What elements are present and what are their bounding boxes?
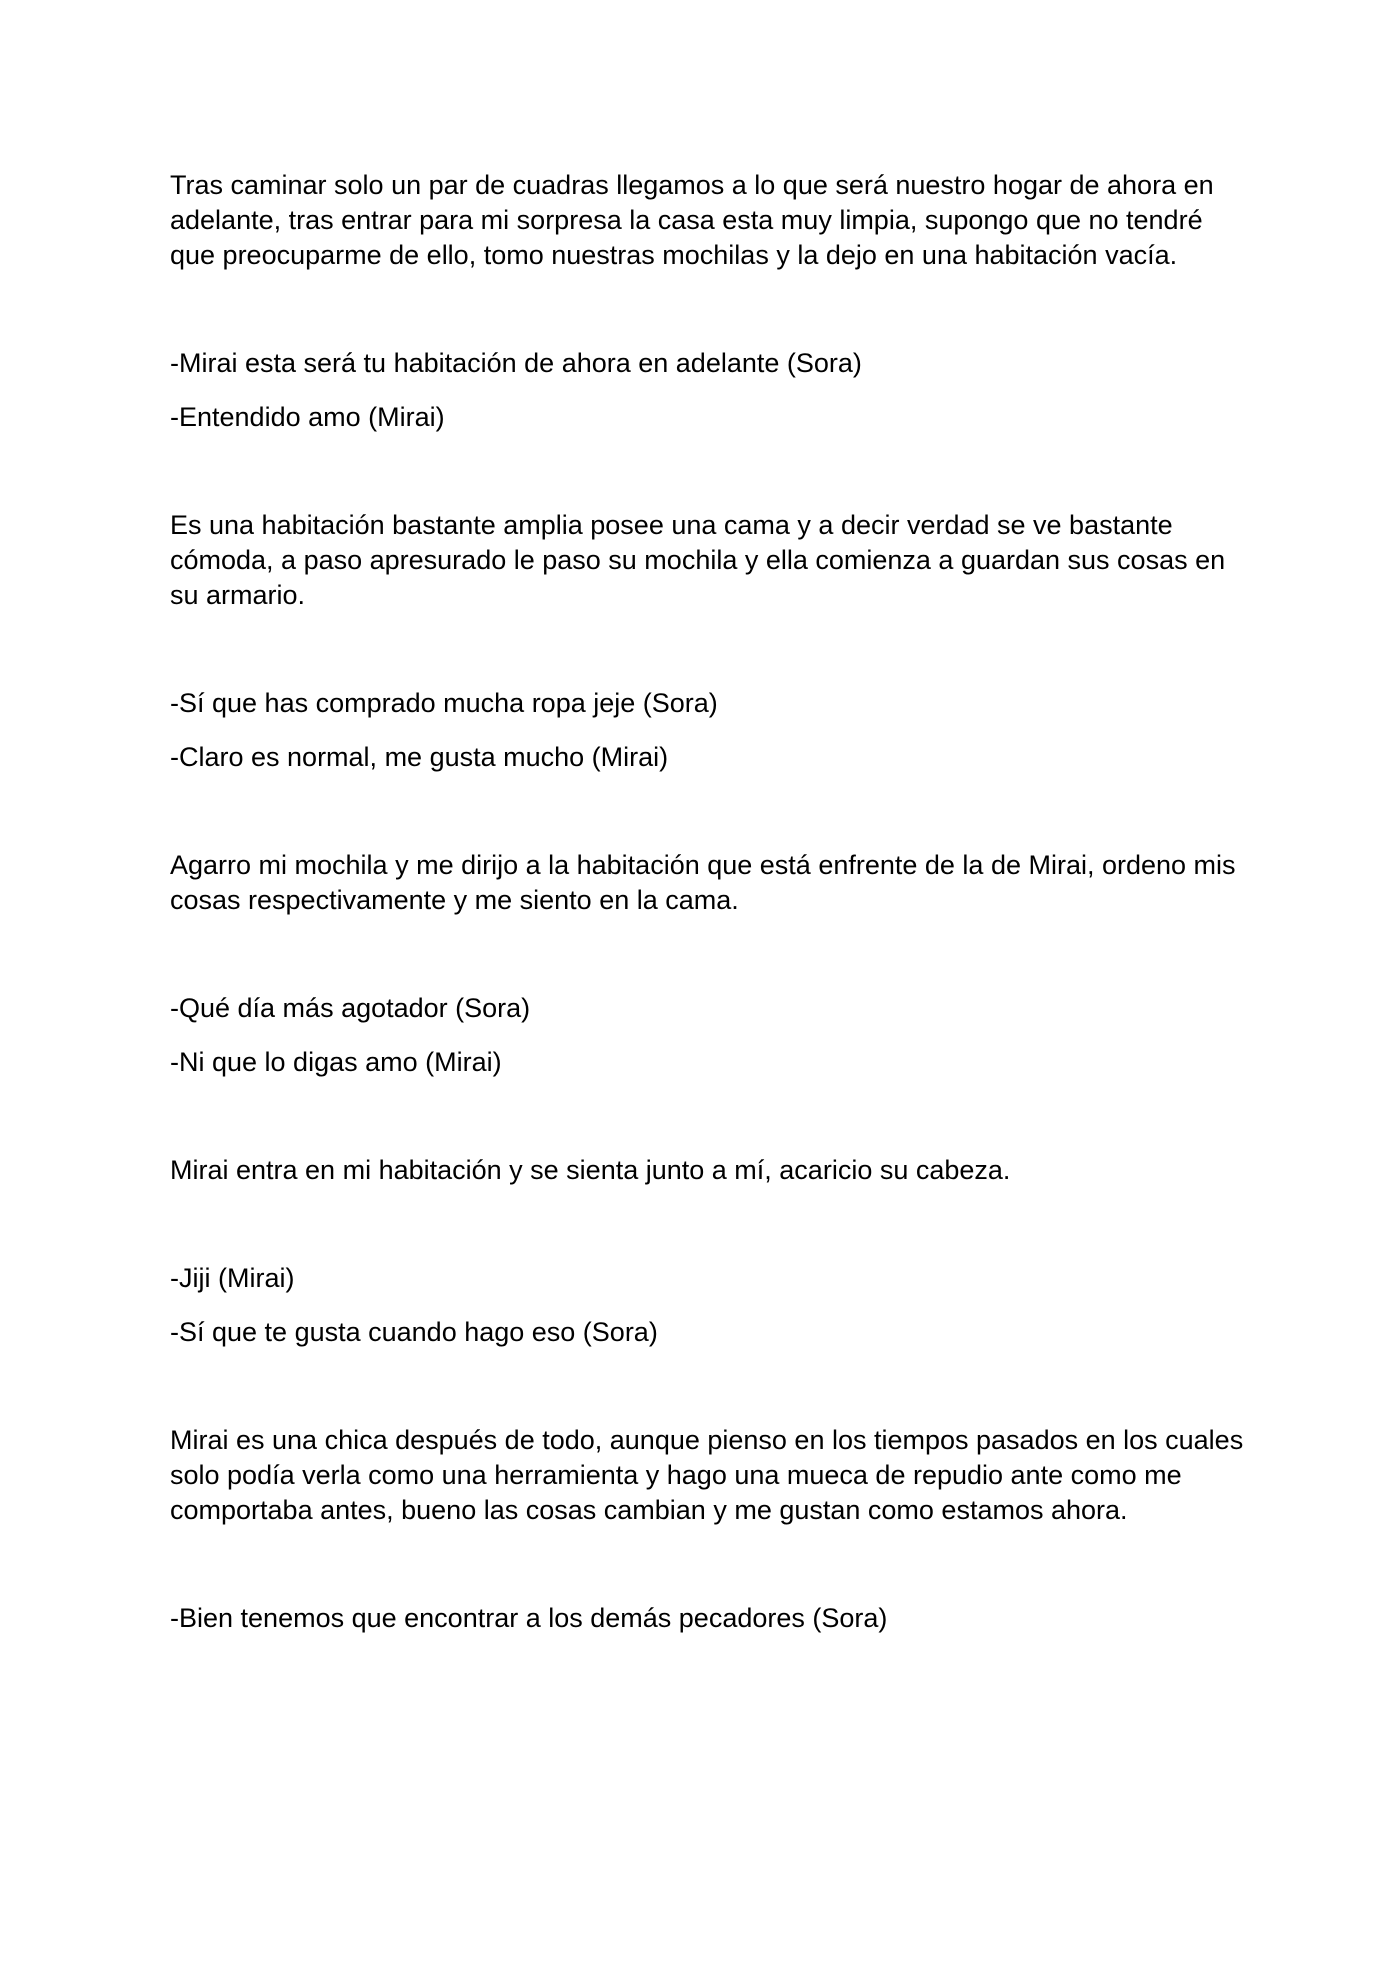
- dialogue-line: -Entendido amo (Mirai): [170, 402, 445, 432]
- dialogue-line: -Bien tenemos que encontrar a los demás pecadores (Sora): [170, 1603, 888, 1633]
- narration-paragraph: Tras caminar solo un par de cuadras llegamos a lo que será nuestro hogar de ahora en adelante, tras entrar para mi sorpresa la casa esta muy limpia, supongo que no tendré que preocuparme de ello, tomo nuestras mochilas y la dejo en una habitación vacía.: [170, 170, 1214, 270]
- narration-paragraph: Es una habitación bastante amplia posee una cama y a decir verdad se ve bastante cómoda, a paso apresurado le paso su mochila y ella comienza a guardan sus cosas en su armario.: [170, 510, 1226, 610]
- dialogue-line: -Ni que lo digas amo (Mirai): [170, 1047, 502, 1077]
- dialogue-line: -Claro es normal, me gusta mucho (Mirai): [170, 742, 669, 772]
- document-body: [170, 168, 1250, 1636]
- dialogue-line: -Jiji (Mirai): [170, 1263, 295, 1293]
- narration-paragraph: Mirai es una chica después de todo, aunque pienso en los tiempos pasados en los cuales solo podía verla como una herramienta y hago una mueca de repudio ante como me comportaba antes, bueno las cosas cambian y me gustan como estamos ahora.: [170, 1425, 1244, 1525]
- dialogue-line: -Sí que has comprado mucha ropa jeje (Sora): [170, 688, 718, 718]
- narration-paragraph: Mirai entra en mi habitación y se sienta junto a mí, acaricio su cabeza.: [170, 1155, 1011, 1185]
- dialogue-line: -Qué día más agotador (Sora): [170, 993, 531, 1023]
- narration-paragraph: Agarro mi mochila y me dirijo a la habitación que está enfrente de la de Mirai, ordeno mis cosas respectivamente y me siento en la cama.: [170, 850, 1236, 915]
- dialogue-line: -Sí que te gusta cuando hago eso (Sora): [170, 1317, 658, 1347]
- dialogue-line: -Mirai esta será tu habitación de ahora en adelante (Sora): [170, 348, 862, 378]
